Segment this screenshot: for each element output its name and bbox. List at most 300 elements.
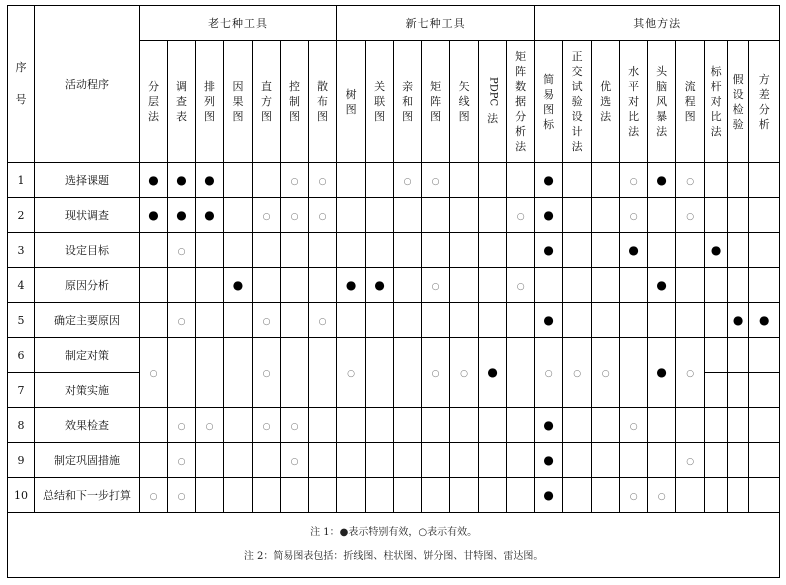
tool-header-label: 方差分析	[758, 72, 770, 131]
mark-cell	[337, 478, 366, 513]
mark-cell	[592, 408, 620, 443]
tool-header-label: 分层法	[148, 80, 159, 123]
mark-cell	[366, 303, 394, 338]
mark-cell	[749, 408, 780, 443]
mark-cell	[535, 303, 563, 338]
mark-cell	[728, 198, 749, 233]
mark-cell	[507, 198, 535, 233]
mark-cell	[592, 163, 620, 198]
mark-cell	[479, 233, 507, 268]
effective-circle-icon: ○	[149, 369, 158, 379]
mark-cell	[728, 478, 749, 513]
mark-cell	[450, 303, 479, 338]
effective-circle-icon: ○	[431, 369, 440, 379]
mark-cell	[140, 303, 168, 338]
mark-cell	[366, 408, 394, 443]
row-activity: 现状调查	[35, 198, 140, 233]
merged-mark-cell	[253, 338, 281, 408]
row-activity: 原因分析	[35, 268, 140, 303]
mark-cell	[676, 408, 705, 443]
mark-cell	[140, 408, 168, 443]
mark-cell	[728, 268, 749, 303]
merged-mark-cell	[394, 338, 422, 408]
mark-cell	[196, 443, 224, 478]
row-activity: 选择课题	[35, 163, 140, 198]
particularly-effective-dot-icon: ●	[487, 365, 498, 379]
mark-cell	[676, 303, 705, 338]
tool-header-label: 散布图	[317, 80, 329, 123]
mark-cell	[394, 303, 422, 338]
mark-cell	[224, 303, 253, 338]
particularly-effective-dot-icon: ●	[543, 487, 554, 502]
effective-circle-icon: ○	[601, 369, 610, 379]
tool-header-label: PDPC 法	[487, 77, 499, 125]
tool-header-label: 头脑风暴法	[656, 65, 668, 138]
merged-mark-cell	[422, 338, 450, 408]
mark-cell	[749, 338, 780, 373]
mark-cell	[479, 268, 507, 303]
particularly-effective-dot-icon: ●	[176, 172, 187, 187]
mark-cell	[253, 408, 281, 443]
tool-header-16	[592, 41, 620, 163]
mark-cell	[507, 268, 535, 303]
merged-mark-cell	[620, 338, 648, 408]
mark-cell	[563, 163, 592, 198]
tool-header-label: 排列图	[204, 80, 215, 123]
effective-circle-icon: ○	[318, 176, 327, 187]
mark-cell	[648, 303, 676, 338]
mark-cell	[309, 443, 337, 478]
mark-cell	[676, 233, 705, 268]
mark-cell	[705, 198, 728, 233]
mark-cell	[168, 268, 196, 303]
activity-row	[8, 478, 780, 513]
activity-row	[8, 408, 780, 443]
row-seq: 1	[8, 163, 35, 198]
mark-cell	[648, 443, 676, 478]
particularly-effective-dot-icon: ●	[656, 277, 667, 292]
mark-cell	[563, 198, 592, 233]
tool-header-2	[196, 41, 224, 163]
mark-cell	[168, 233, 196, 268]
mark-cell	[705, 163, 728, 198]
mark-cell	[168, 408, 196, 443]
mark-cell	[563, 443, 592, 478]
mark-cell	[749, 198, 780, 233]
mark-cell	[253, 268, 281, 303]
mark-cell	[728, 338, 749, 373]
row-seq: 6	[8, 338, 35, 373]
mark-cell	[507, 233, 535, 268]
row-activity: 效果检查	[35, 408, 140, 443]
tool-header-1	[168, 41, 196, 163]
merged-mark-cell	[507, 338, 535, 408]
mark-cell	[224, 198, 253, 233]
row-seq: 5	[8, 303, 35, 338]
tool-header-7	[337, 41, 366, 163]
mark-cell	[337, 303, 366, 338]
mark-cell	[749, 303, 780, 338]
mark-cell	[479, 198, 507, 233]
tool-header-10	[422, 41, 450, 163]
mark-cell	[281, 443, 309, 478]
mark-cell	[620, 268, 648, 303]
mark-cell	[422, 268, 450, 303]
effective-circle-icon: ○	[177, 316, 186, 327]
mark-cell	[535, 198, 563, 233]
mark-cell	[140, 233, 168, 268]
mark-cell	[535, 163, 563, 198]
mark-cell	[140, 163, 168, 198]
tool-header-label: 矩阵图	[430, 80, 442, 123]
mark-cell	[281, 303, 309, 338]
effective-circle-icon: ○	[177, 456, 186, 467]
effective-circle-icon: ○	[177, 246, 186, 257]
merged-mark-cell	[196, 338, 224, 408]
effective-circle-icon: ○	[629, 176, 638, 187]
row-activity: 确定主要原因	[35, 303, 140, 338]
tool-header-label: 假设检验	[732, 72, 744, 131]
tool-header-18	[648, 41, 676, 163]
particularly-effective-dot-icon: ●	[543, 242, 554, 257]
mark-cell	[676, 268, 705, 303]
row-seq: 3	[8, 233, 35, 268]
mark-cell	[676, 163, 705, 198]
mark-cell	[196, 268, 224, 303]
tool-header-label: 控制图	[289, 80, 300, 123]
tool-header-11	[450, 41, 479, 163]
mark-cell	[309, 303, 337, 338]
mark-cell	[648, 233, 676, 268]
merged-mark-cell	[168, 338, 196, 408]
notes-row	[8, 513, 780, 578]
effective-circle-icon: ○	[347, 369, 355, 379]
effective-circle-icon: ○	[686, 369, 695, 379]
effective-circle-icon: ○	[149, 491, 158, 502]
tool-header-19	[676, 41, 705, 163]
effective-circle-icon: ○	[177, 421, 186, 432]
mark-cell	[422, 163, 450, 198]
mark-cell	[749, 163, 780, 198]
tool-header-label: 标杆对比法	[710, 65, 722, 138]
mark-cell	[620, 303, 648, 338]
tool-header-9	[394, 41, 422, 163]
group-header-other-methods: 其他方法	[535, 6, 780, 41]
mark-cell	[728, 233, 749, 268]
mark-cell	[749, 373, 780, 408]
tool-header-22	[749, 41, 780, 163]
particularly-effective-dot-icon: ●	[204, 172, 215, 187]
mark-cell	[592, 478, 620, 513]
merged-mark-cell	[676, 338, 705, 408]
tool-header-5	[281, 41, 309, 163]
tool-header-21	[728, 41, 749, 163]
mark-cell	[728, 373, 749, 408]
row-activity: 对策实施	[35, 373, 140, 408]
mark-cell	[394, 408, 422, 443]
mark-cell	[394, 198, 422, 233]
mark-cell	[224, 478, 253, 513]
effective-circle-icon: ○	[657, 491, 666, 502]
mark-cell	[592, 303, 620, 338]
mark-cell	[507, 443, 535, 478]
row-seq: 2	[8, 198, 35, 233]
particularly-effective-dot-icon: ●	[345, 277, 357, 292]
mark-cell	[450, 268, 479, 303]
mark-cell	[140, 478, 168, 513]
particularly-effective-dot-icon: ●	[656, 172, 667, 187]
mark-cell	[168, 198, 196, 233]
mark-cell	[196, 303, 224, 338]
activity-row	[8, 338, 780, 373]
mark-cell	[281, 478, 309, 513]
mark-cell	[705, 268, 728, 303]
note-2: 注 2：简易图表包括：折线图、柱状图、饼分图、甘特图、雷达图。	[243, 551, 544, 562]
merged-mark-cell	[535, 338, 563, 408]
mark-cell	[422, 198, 450, 233]
particularly-effective-dot-icon: ●	[628, 242, 639, 257]
effective-circle-icon: ○	[516, 281, 525, 292]
mark-cell	[309, 198, 337, 233]
activity-row	[8, 198, 780, 233]
mark-cell	[535, 408, 563, 443]
mark-cell	[309, 478, 337, 513]
mark-cell	[749, 443, 780, 478]
row-activity: 制定巩固措施	[35, 443, 140, 478]
row-activity: 总结和下一步打算	[35, 478, 140, 513]
mark-cell	[394, 163, 422, 198]
particularly-effective-dot-icon: ●	[374, 277, 385, 292]
mark-cell	[507, 303, 535, 338]
tool-header-label: 树图	[345, 87, 357, 116]
mark-cell	[366, 443, 394, 478]
effective-circle-icon: ○	[318, 211, 327, 222]
mark-cell	[705, 233, 728, 268]
mark-cell	[648, 163, 676, 198]
mark-cell	[253, 478, 281, 513]
row-seq: 9	[8, 443, 35, 478]
tool-header-label: 直方图	[261, 80, 272, 123]
mark-cell	[394, 268, 422, 303]
mark-cell	[648, 408, 676, 443]
mark-cell	[366, 163, 394, 198]
effective-circle-icon: ○	[403, 176, 412, 187]
tool-header-6	[309, 41, 337, 163]
merged-mark-cell	[337, 338, 366, 408]
row-seq: 8	[8, 408, 35, 443]
mark-cell	[479, 303, 507, 338]
particularly-effective-dot-icon: ●	[543, 172, 554, 187]
qc-tools-table-container	[7, 5, 780, 578]
effective-circle-icon: ○	[262, 369, 271, 379]
mark-cell	[224, 408, 253, 443]
mark-cell	[620, 478, 648, 513]
merged-mark-cell	[648, 338, 676, 408]
mark-cell	[253, 163, 281, 198]
mark-cell	[366, 268, 394, 303]
group-header-new-seven-tools: 新七种工具	[337, 6, 535, 41]
mark-cell	[620, 163, 648, 198]
particularly-effective-dot-icon: ●	[148, 172, 159, 187]
particularly-effective-dot-icon: ●	[732, 312, 744, 327]
mark-cell	[749, 478, 780, 513]
mark-cell	[705, 443, 728, 478]
merged-mark-cell	[479, 338, 507, 408]
tool-header-label: 矢线图	[458, 80, 470, 123]
mark-cell	[422, 233, 450, 268]
mark-cell	[749, 233, 780, 268]
mark-cell	[592, 198, 620, 233]
notes-cell	[8, 513, 780, 578]
mark-cell	[422, 303, 450, 338]
mark-cell	[648, 198, 676, 233]
effective-circle-icon: ○	[290, 421, 299, 432]
mark-cell	[366, 198, 394, 233]
tool-header-8	[366, 41, 394, 163]
seq-header-label: 序号	[15, 61, 27, 106]
effective-circle-icon: ○	[629, 491, 638, 502]
merged-mark-cell	[366, 338, 394, 408]
mark-cell	[728, 408, 749, 443]
mark-cell	[253, 198, 281, 233]
qc-tools-matrix-table	[7, 5, 780, 578]
mark-cell	[281, 233, 309, 268]
tool-header-label: 正交试验设计法	[571, 50, 583, 153]
effective-circle-icon: ○	[629, 211, 638, 222]
effective-circle-icon: ○	[262, 421, 271, 432]
mark-cell	[253, 443, 281, 478]
mark-cell	[620, 233, 648, 268]
mark-cell	[592, 268, 620, 303]
mark-cell	[394, 233, 422, 268]
merged-mark-cell	[592, 338, 620, 408]
mark-cell	[394, 478, 422, 513]
effective-circle-icon: ○	[431, 281, 440, 292]
mark-cell	[422, 408, 450, 443]
note-1: 注 1：●表示特别有效，○表示有效。	[310, 527, 478, 538]
mark-cell	[535, 443, 563, 478]
particularly-effective-dot-icon: ●	[543, 417, 554, 432]
merged-mark-cell	[450, 338, 479, 408]
tool-header-label: 矩阵数据分析法	[515, 50, 527, 153]
merged-mark-cell	[563, 338, 592, 408]
activity-row	[8, 303, 780, 338]
effective-circle-icon: ○	[460, 369, 468, 379]
effective-circle-icon: ○	[516, 211, 525, 222]
particularly-effective-dot-icon: ●	[543, 452, 554, 467]
mark-cell	[648, 268, 676, 303]
mark-cell	[196, 198, 224, 233]
tool-header-13	[507, 41, 535, 163]
mark-cell	[592, 233, 620, 268]
mark-cell	[535, 233, 563, 268]
mark-cell	[479, 443, 507, 478]
particularly-effective-dot-icon: ●	[656, 365, 667, 379]
tool-header-label: 优选法	[600, 80, 612, 123]
mark-cell	[749, 268, 780, 303]
effective-circle-icon: ○	[177, 491, 186, 502]
particularly-effective-dot-icon: ●	[204, 207, 215, 222]
tool-header-3	[224, 41, 253, 163]
effective-circle-icon: ○	[686, 456, 695, 467]
header-group-row	[8, 6, 780, 41]
mark-cell	[450, 233, 479, 268]
mark-cell	[422, 478, 450, 513]
mark-cell	[705, 338, 728, 373]
mark-cell	[140, 198, 168, 233]
activity-row	[8, 268, 780, 303]
merged-mark-cell	[224, 338, 253, 408]
activity-row	[8, 443, 780, 478]
mark-cell	[337, 268, 366, 303]
effective-circle-icon: ○	[290, 456, 299, 467]
mark-cell	[479, 478, 507, 513]
mark-cell	[676, 478, 705, 513]
mark-cell	[337, 408, 366, 443]
mark-cell	[253, 303, 281, 338]
effective-circle-icon: ○	[290, 211, 299, 222]
effective-circle-icon: ○	[573, 369, 582, 379]
tool-header-4	[253, 41, 281, 163]
mark-cell	[196, 408, 224, 443]
mark-cell	[281, 198, 309, 233]
tool-header-14	[535, 41, 563, 163]
mark-cell	[705, 303, 728, 338]
row-seq: 7	[8, 373, 35, 408]
mark-cell	[281, 408, 309, 443]
mark-cell	[728, 163, 749, 198]
mark-cell	[479, 408, 507, 443]
mark-cell	[592, 443, 620, 478]
mark-cell	[620, 408, 648, 443]
mark-cell	[394, 443, 422, 478]
mark-cell	[140, 443, 168, 478]
activity-row	[8, 233, 780, 268]
mark-cell	[337, 443, 366, 478]
tool-header-15	[563, 41, 592, 163]
effective-circle-icon: ○	[205, 421, 214, 432]
mark-cell	[366, 478, 394, 513]
mark-cell	[168, 443, 196, 478]
mark-cell	[728, 303, 749, 338]
mark-cell	[366, 233, 394, 268]
mark-cell	[196, 478, 224, 513]
mark-cell	[422, 443, 450, 478]
mark-cell	[450, 478, 479, 513]
mark-cell	[620, 198, 648, 233]
tool-header-label: 关联图	[374, 80, 386, 123]
tool-header-label: 调查表	[176, 80, 187, 123]
seq-header	[8, 6, 35, 163]
mark-cell	[337, 198, 366, 233]
mark-cell	[620, 443, 648, 478]
mark-cell	[309, 163, 337, 198]
particularly-effective-dot-icon: ●	[148, 207, 159, 222]
mark-cell	[253, 233, 281, 268]
particularly-effective-dot-icon: ●	[543, 312, 554, 327]
activity-rows	[8, 163, 780, 578]
particularly-effective-dot-icon: ●	[543, 207, 554, 222]
mark-cell	[507, 163, 535, 198]
mark-cell	[535, 268, 563, 303]
mark-cell	[676, 443, 705, 478]
particularly-effective-dot-icon: ●	[232, 277, 244, 292]
mark-cell	[705, 478, 728, 513]
mark-cell	[168, 303, 196, 338]
mark-cell	[168, 478, 196, 513]
mark-cell	[450, 408, 479, 443]
tool-header-12	[479, 41, 507, 163]
